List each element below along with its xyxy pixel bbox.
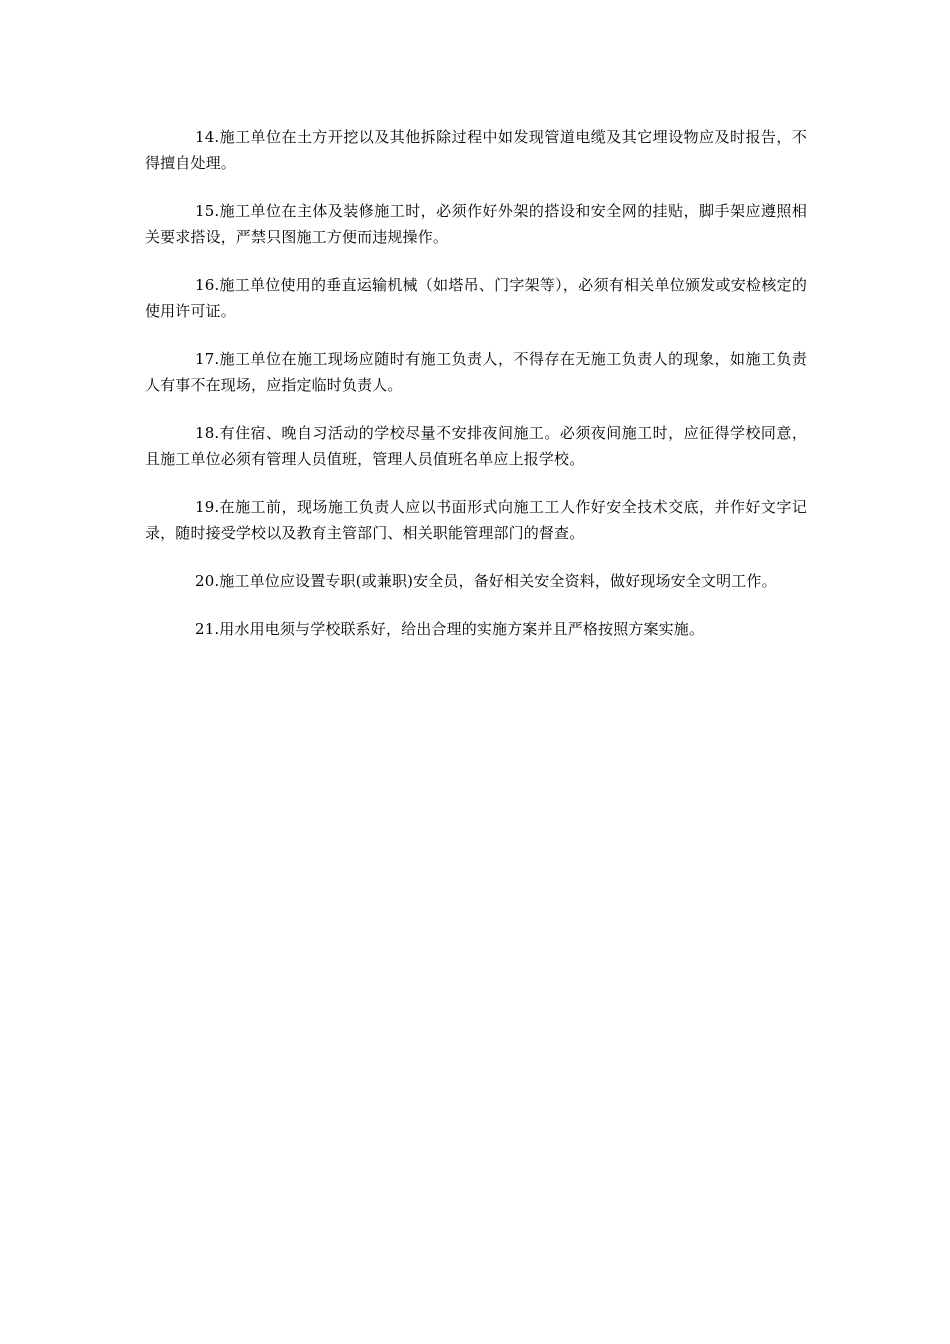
paragraph-21: 21.用水用电须与学校联系好，给出合理的实施方案并且严格按照方案实施。 bbox=[195, 620, 705, 638]
paragraph-20: 20.施工单位应设置专职(或兼职)安全员，备好相关安全资料，做好现场安全文明工作。 bbox=[195, 572, 777, 590]
paragraph-14: 14.施工单位在土方开挖以及其他拆除过程中如发现管道电缆及其它埋设物应及时报告，不得擅自处理。 bbox=[145, 128, 807, 172]
paragraph-19: 19.在施工前，现场施工负责人应以书面形式向施工工人作好安全技术交底，并作好文字记录，随时接受学校以及教育主管部门、相关职能管理部门的督查。 bbox=[145, 498, 807, 542]
document-body bbox=[145, 124, 807, 664]
paragraph-15: 15.施工单位在主体及装修施工时，必须作好外架的搭设和安全网的挂贴，脚手架应遵照相关要求搭设，严禁只图施工方便而违规操作。 bbox=[145, 202, 807, 246]
paragraph-18: 18.有住宿、晚自习活动的学校尽量不安排夜间施工。必须夜间施工时，应征得学校同意，且施工单位必须有管理人员值班，管理人员值班名单应上报学校。 bbox=[145, 424, 807, 468]
paragraph-16: 16.施工单位使用的垂直运输机械（如塔吊、门字架等），必须有相关单位颁发或安检核定的使用许可证。 bbox=[145, 276, 807, 320]
paragraph-17: 17.施工单位在施工现场应随时有施工负责人，不得存在无施工负责人的现象，如施工负责人有事不在现场，应指定临时负责人。 bbox=[145, 350, 807, 394]
